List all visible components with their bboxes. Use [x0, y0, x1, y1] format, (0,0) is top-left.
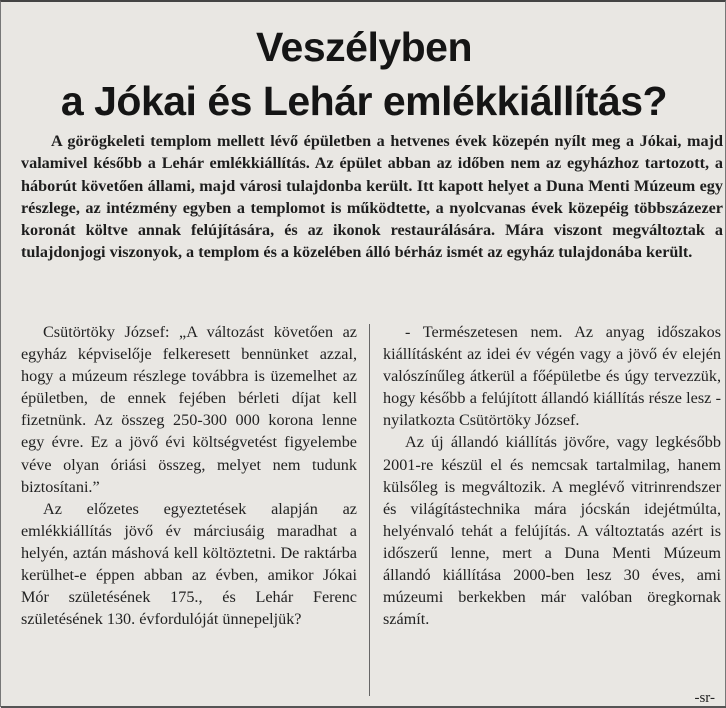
right-column — [383, 321, 721, 630]
right-column-paragraph-1: - Természetesen nem. Az anyag időszakos kiállításként az idei év végén vagy a jövő év elején valószínűleg átkerül a főépületbe és úgy tervezzük, hogy később a felújított állandó kiállítás része lesz - nyilatkozta Csütörtöky József. — [383, 323, 721, 430]
headline-line-1: Veszélyben — [255, 24, 473, 70]
author-signature: -sr- — [694, 690, 715, 706]
headline-line-2: a Jókai és Lehár emlékkiállítás? — [60, 78, 668, 124]
left-column-paragraph-1: Csütörtöky József: „A változást követően az egyház képviselője felkeresett bennünket azzal, hogy a múzeum részlege továbbra is üzemelhet az épületben, de ennek fejében bérleti díjat kell fizetnünk. Az összeg 250-300 000 korona lenne egy évre. Ez a jövő évi költségvetést figyelembe véve olyan óriási összeg, melyet nem tudunk biztosítani.” — [21, 323, 357, 496]
column-divider — [369, 324, 370, 696]
left-column — [21, 321, 357, 630]
lead-paragraph: A görögkeleti templom mellett lévő épületben a hetvenes évek közepén nyílt meg a Jókai, majd valamivel később a Lehár emlékkiállítás. Az épület abban az időben nem az egyházhoz tartozott, a háborút követően állami, majd városi tulajdonba került. Itt kapott helyet a Duna Menti Múzeum egy részlege, az intézmény egyben a templomot is működtette, a nyolcvanas évek közepéig többszázezer koronát költve annak felújítására, és az ikonok restaurálására. Mára viszont megváltoztak a tulajdonjogi viszonyok, a templom és a közelében álló bérház ismét az egyház tulajdonába került. — [21, 132, 723, 262]
left-column-paragraph-2: Az előzetes egyeztetések alapján az emlékkiállítás jövő év márciusáig maradhat a helyén, aztán máshová kell költöztetni. De raktárba kerülhet-e éppen abban az évben, amikor Jókai Mór születésének 175., és Lehár Ferenc születésének 130. évfordulóját ünnepeljük? — [21, 499, 357, 629]
right-column-paragraph-2: Az új állandó kiállítás jövőre, vagy legkésőbb 2001-re készül el és nemcsak tartalmilag, hanem külsőleg is megváltozik. A meglévő vitrinrendszer és világítástechnika mára jócskán idejétmúlta, helyénvaló tehát a felújítás. A változtatás azért is időszerű lenne, mert a Duna Menti Múzeum állandó kiállítása 2000-ben lesz 30 éves, ami múzeumi berkekben már valóban öregkornak számít. — [383, 433, 721, 629]
